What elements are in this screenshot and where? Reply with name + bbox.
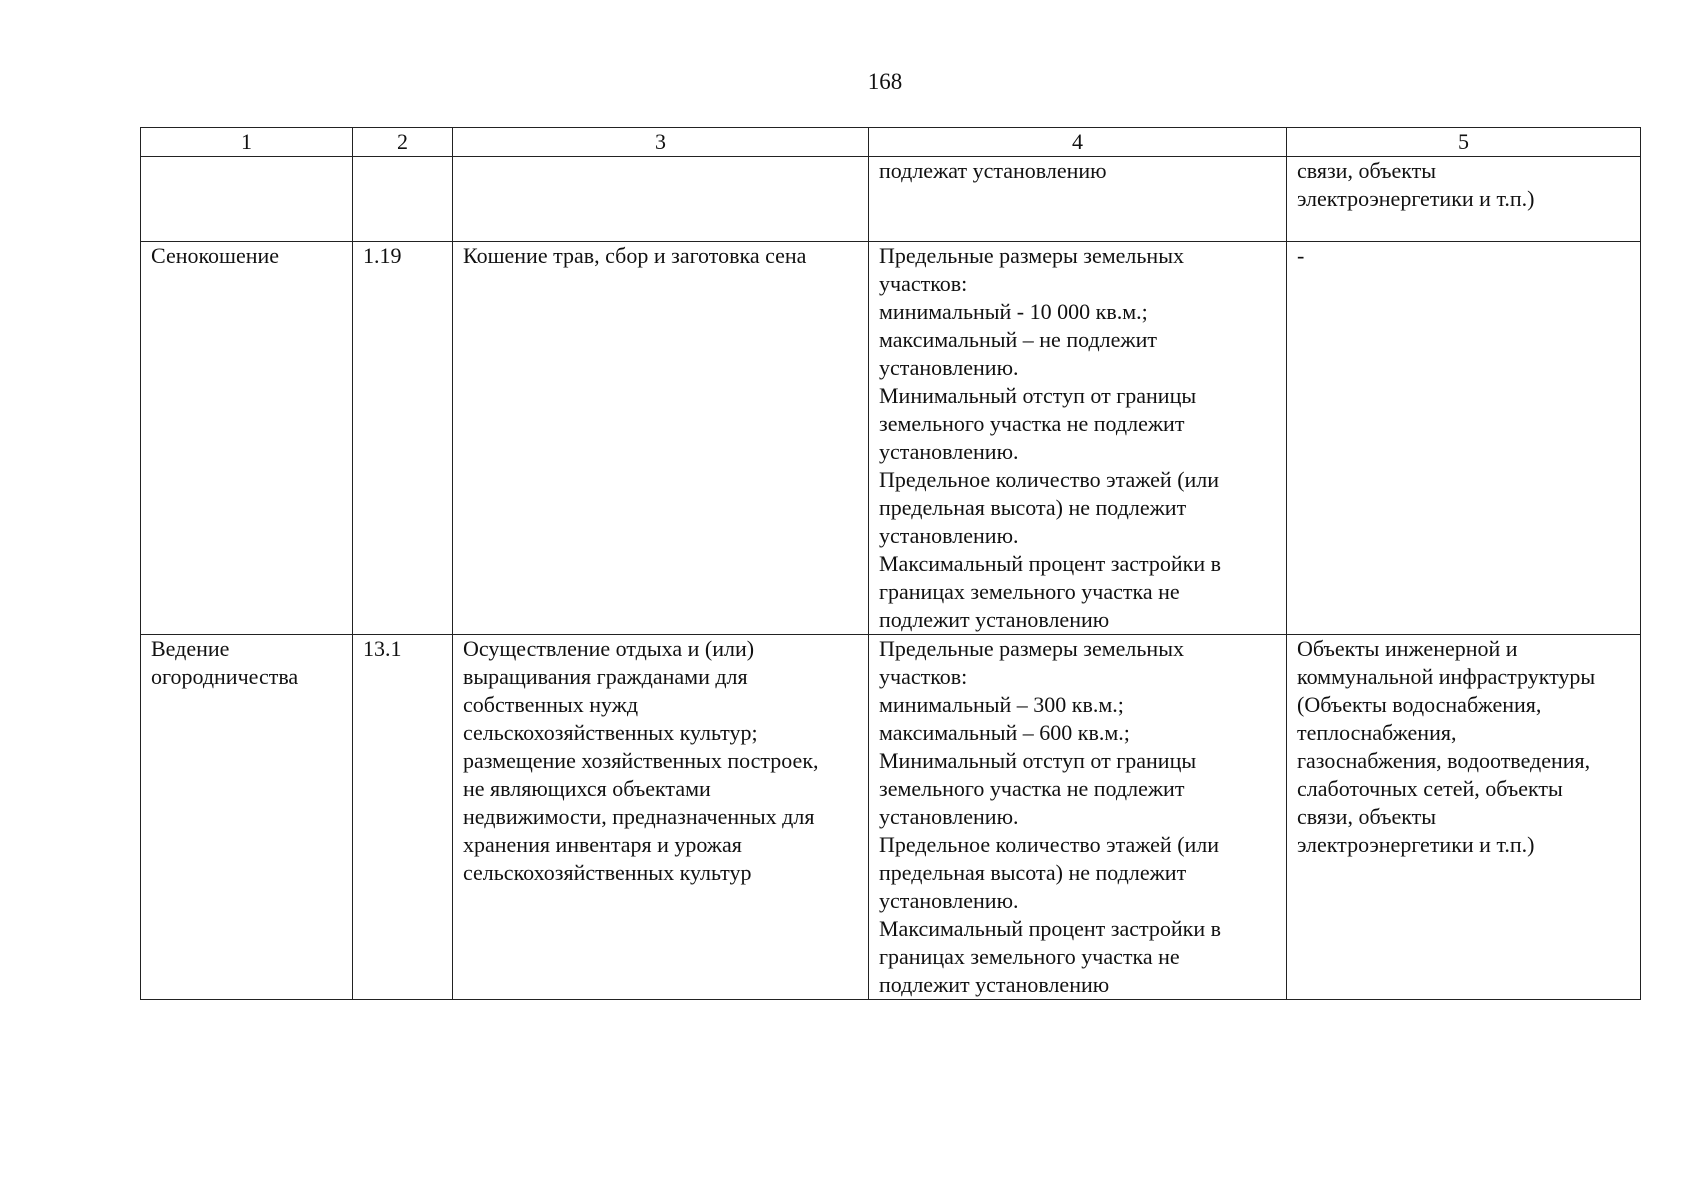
header-col-3: 3: [453, 128, 869, 157]
cell-text-line: подлежат установлению: [879, 158, 1107, 183]
cell-text-line: максимальный – не подлежит: [879, 327, 1157, 352]
cell-text-line: собственных нужд: [463, 692, 639, 717]
cell-text-line: Предельные размеры земельных: [879, 243, 1184, 268]
cell-text-line: Предельное количество этажей (или: [879, 467, 1220, 492]
cell-description: [453, 242, 869, 635]
cell-text-line: максимальный – 600 кв.м.;: [879, 720, 1130, 745]
cell-text-line: участков:: [879, 271, 968, 296]
page-number: 168: [867, 69, 903, 94]
cell-text-line: Предельные размеры земельных: [879, 636, 1184, 661]
cell-text-line: сельскохозяйственных культур: [463, 860, 752, 885]
land-use-table: [140, 127, 1641, 1000]
cell-code: 1.19: [353, 242, 453, 635]
cell-text-line: подлежит установлению: [879, 972, 1110, 997]
cell-text-line: Предельное количество этажей (или: [879, 832, 1220, 857]
cell-parameters: [869, 635, 1287, 1000]
cell-text-line: установлению.: [879, 804, 1019, 829]
cell-text-line: земельного участка не подлежит: [879, 776, 1185, 801]
cell-text-line: установлению.: [879, 439, 1019, 464]
cell-code: 13.1: [353, 635, 453, 1000]
cell-text-line: земельного участка не подлежит: [879, 411, 1185, 436]
cell-text-line: Кошение трав, сбор и заготовка сена: [463, 243, 807, 268]
header-col-1: 1: [141, 128, 353, 157]
cell-text-line: Осуществление отдыха и (или): [463, 636, 755, 661]
cell-text-line: выращивания гражданами для: [463, 664, 748, 689]
cell-text-line: Объекты инженерной и: [1297, 636, 1518, 661]
cell-text-line: (Объекты водоснабжения,: [1297, 692, 1542, 717]
cell-text-line: связи, объекты: [1297, 158, 1437, 183]
cell-parameters: [869, 242, 1287, 635]
table-header-row: [141, 128, 1641, 157]
cell-description: [453, 635, 869, 1000]
cell-text-line: Минимальный отступ от границы: [879, 748, 1197, 773]
cell-name: [141, 157, 353, 242]
cell-code: [353, 157, 453, 242]
cell-text-line: минимальный - 10 000 кв.м.;: [879, 299, 1148, 324]
cell-text-line: предельная высота) не подлежит: [879, 860, 1187, 885]
cell-text-line: Ведение: [151, 636, 230, 661]
table-row-continuation: [141, 157, 1641, 242]
cell-text-line: установлению.: [879, 523, 1019, 548]
cell-text-line: сельскохозяйственных культур;: [463, 720, 758, 745]
cell-text-line: предельная высота) не подлежит: [879, 495, 1187, 520]
cell-description: [453, 157, 869, 242]
cell-text-line: подлежит установлению: [879, 607, 1110, 632]
cell-text-line: Максимальный процент застройки в: [879, 551, 1221, 576]
cell-text-line: границах земельного участка не: [879, 579, 1180, 604]
cell-parameters: [869, 157, 1287, 242]
header-col-2: 2: [353, 128, 453, 157]
cell-text-line: слаботочных сетей, объекты: [1297, 776, 1563, 801]
cell-text-line: установлению.: [879, 355, 1019, 380]
cell-auxiliary: [1287, 242, 1641, 635]
cell-text-line: Минимальный отступ от границы: [879, 383, 1197, 408]
cell-text-line: установлению.: [879, 888, 1019, 913]
cell-text-line: недвижимости, предназначенных для: [463, 804, 815, 829]
header-col-5: 5: [1287, 128, 1641, 157]
header-col-4: 4: [869, 128, 1287, 157]
cell-text-line: минимальный – 300 кв.м.;: [879, 692, 1124, 717]
cell-text-line: газоснабжения, водоотведения,: [1297, 748, 1591, 773]
cell-text-line: хранения инвентаря и урожая: [463, 832, 742, 857]
cell-text-line: размещение хозяйственных построек,: [463, 748, 819, 773]
cell-name: Сенокошение: [141, 242, 353, 635]
cell-text-line: Максимальный процент застройки в: [879, 916, 1221, 941]
cell-auxiliary: [1287, 635, 1641, 1000]
cell-name: [141, 635, 353, 1000]
cell-text-line: электроэнергетики и т.п.): [1297, 186, 1535, 211]
cell-text-line: участков:: [879, 664, 968, 689]
cell-text-line: теплоснабжения,: [1297, 720, 1457, 745]
cell-text-line: не являющихся объектами: [463, 776, 711, 801]
cell-text-line: границах земельного участка не: [879, 944, 1180, 969]
cell-auxiliary: [1287, 157, 1641, 242]
cell-text-line: коммунальной инфраструктуры: [1297, 664, 1596, 689]
table-row: [141, 635, 1641, 1000]
table-row: [141, 242, 1641, 635]
cell-text-line: огородничества: [151, 664, 299, 689]
cell-text-line: электроэнергетики и т.п.): [1297, 832, 1535, 857]
cell-text-line: связи, объекты: [1297, 804, 1437, 829]
cell-text-line: -: [1297, 243, 1305, 268]
